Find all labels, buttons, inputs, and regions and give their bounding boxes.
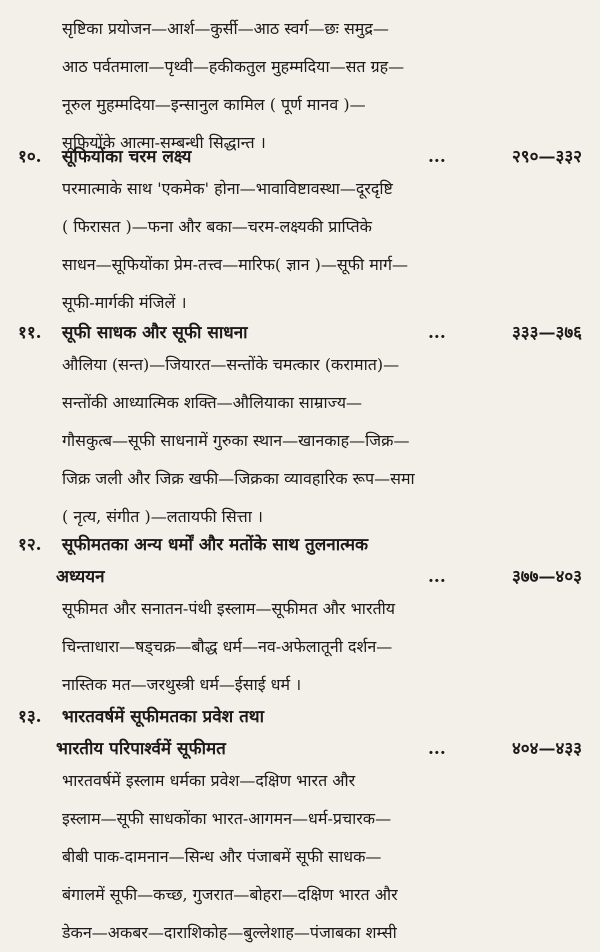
description-line: सूफियोंके आत्मा-सम्बन्धी सिद्धान्त । [62,133,266,152]
description-line: बंगालमें सूफी—कच्छ, गुजरात—बोहरा—दक्षिण भारत और [62,885,398,904]
leader-dots: ... [428,739,446,759]
chapter-title: सूफियोंका चरम लक्ष्य [61,147,192,167]
intro-description [62,10,404,162]
chapter-heading [18,318,582,348]
chapter-title: भारतवर्षमें सूफीमतका प्रवेश तथा [61,707,265,727]
description-line: बीबी पाक-दामनान—सिन्ध और पंजाबमें सूफी साधक— [62,847,382,866]
leader-dots: ... [428,147,446,167]
description-line: जिक्र जली और जिक्र खफी—जिक्रका व्यावहारिक रूप—समा [62,469,415,488]
description-line: नास्तिक मत—जरथुस्त्री धर्म—ईसाई धर्म । [62,675,302,694]
chapter-description [62,346,415,536]
chapter-heading [18,530,582,560]
chapter-title-continued: भारतीय परिपार्श्वमें सूफीमत [56,739,226,759]
chapter-number: १०. [18,147,42,167]
chapter-heading [18,142,582,172]
page-range: ३७७—४०३ [511,567,582,587]
description-line: चिन्ताधारा—षड्चक्र—बौद्ध धर्म—नव-अफेलातूनी दर्शन— [62,637,393,656]
chapter-number: ११. [18,323,42,343]
description-line: डेकन—अकबर—दाराशिकोह—बुल्लेशाह—पंजाबका शम्सी [62,923,397,942]
description-line: सन्तोंकी आध्यात्मिक शक्ति—औलियाका साम्राज्य— [62,393,363,412]
description-line: ( नृत्य, संगीत )—लतायफी सित्ता । [62,507,263,526]
chapter-number: १३. [18,707,42,727]
page-range: ३३३—३७६ [511,323,582,343]
chapter-title-continued: अध्ययन [56,567,105,587]
page-range: ४०४—४३३ [511,739,582,759]
description-line: परमात्माके साथ 'एकमेक' होना—भावाविष्टावस्था—दूरदृष्टि [62,179,393,198]
chapter-heading-continued [56,562,582,592]
description-line: इस्लाम—सूफी साधकोंका भारत-आगमन—धर्म-प्रचारक— [62,809,392,828]
leader-dots: ... [428,323,446,343]
chapter-title: सूफीमतका अन्य धर्मों और मतोंके साथ तुलनात्मक [61,535,369,555]
description-line: सूफीमत और सनातन-पंथी इस्लाम—सूफीमत और भारतीय [62,599,396,618]
chapter-heading [18,702,582,732]
leader-dots: ... [428,567,446,587]
chapter-description [62,762,398,952]
page-range: २९०—३३२ [511,147,582,167]
description-line: सृष्टिका प्रयोजन—आर्श—कुर्सी—आठ स्वर्ग—छः समुद्र— [62,19,389,38]
chapter-number: १२. [18,535,42,555]
chapter-description [62,590,395,704]
chapter-title: सूफी साधक और सूफी साधना [61,323,248,343]
description-line: आठ पर्वतमाला—पृथ्वी—हकीकतुल मुहम्मदिया—सत ग्रह— [62,57,405,76]
chapter-description [62,170,408,322]
description-line: सूफी-मार्गकी मंजिलें । [62,293,187,312]
description-line: भारतवर्षमें इस्लाम धर्मका प्रवेश—दक्षिण भारत और [62,771,356,790]
description-line: नूरुल मुहम्मदिया—इन्सानुल कामिल ( पूर्ण मानव )— [62,95,366,114]
description-line: औलिया (सन्त)—जियारत—सन्तोंके चमत्कार (करामात)— [62,355,400,374]
description-line: ( फिरासत )—फना और बका—चरम-लक्ष्यकी प्राप्तिके [62,217,372,236]
description-line: साधन—सूफियोंका प्रेम-तत्त्व—मारिफ( ज्ञान )—सूफी मार्ग— [62,255,408,274]
description-line: गौसकुत्ब—सूफी साधनामें गुरुका स्थान—खानकाह—जिक्र— [62,431,410,450]
chapter-heading-continued [56,734,582,764]
